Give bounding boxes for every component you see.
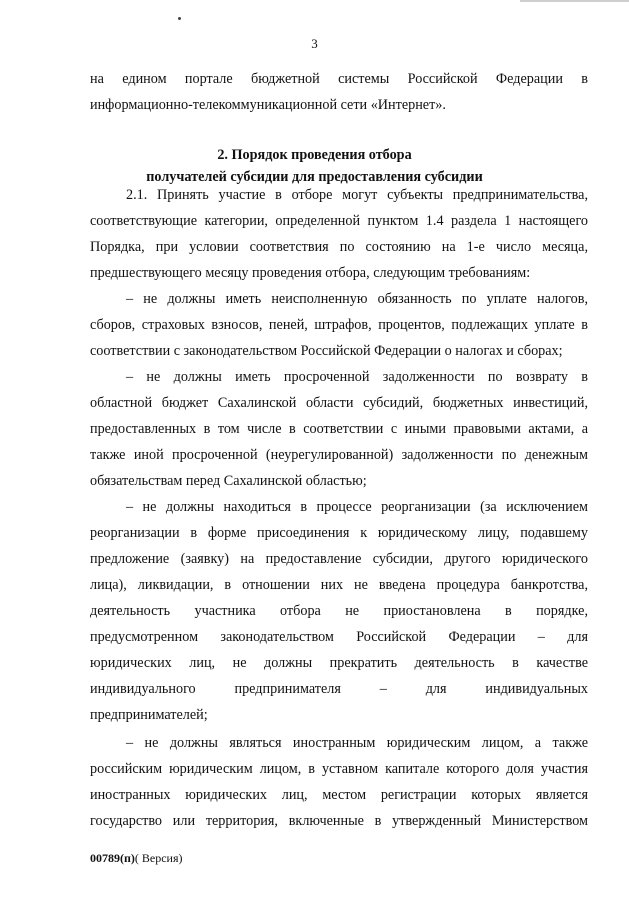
text-line: предшествующего месяцу проведения отбора, следующим требованиям: — [90, 265, 531, 281]
text-line: иностранных юридических лиц, местом регистрации которых является — [90, 787, 588, 803]
document-version: ( Версия) — [134, 851, 183, 865]
text-line: юридических лиц, не должны прекратить деятельность в качестве — [90, 655, 588, 671]
section-subheading: получателей субсидии для предоставления субсидии — [146, 169, 483, 185]
text-line: индивидуального предпринимателя – для индивидуальных — [90, 681, 588, 697]
text-line: предложение (заявку) на предоставление субсидии, другого юридического — [90, 551, 588, 567]
text-line: соответствии с законодательством Российской Федерации о налогах и сборах; — [90, 343, 563, 359]
text-line: на едином портале бюджетной системы Российской Федерации в — [90, 71, 588, 87]
list-item-line: – не должны иметь неисполненную обязанность по уплате налогов, — [126, 291, 588, 307]
text-line: сборов, страховых взносов, пеней, штрафов, процентов, подлежащих уплате в — [90, 317, 588, 333]
text-line: предоставленных в том числе в соответствии с иными правовыми актами, а — [90, 421, 588, 437]
page-number: 3 — [311, 36, 318, 51]
text-line: реорганизации в форме присоединения к юридическому лицу, подавшему — [90, 525, 588, 541]
list-item-line: – не должны находиться в процессе реорганизации (за исключением — [126, 499, 588, 515]
text-line: 2.1. Принять участие в отборе могут субъекты предпринимательства, — [126, 187, 588, 203]
text-line: Порядка, при условии соответствия по состоянию на 1-е число месяца, — [90, 239, 588, 255]
text-line: предусмотренном законодательством Российской Федерации – для — [90, 629, 588, 645]
text-line: обязательствам перед Сахалинской областью; — [90, 473, 367, 489]
text-line: информационно-телекоммуникационной сети «Интернет». — [90, 97, 446, 113]
text-line: деятельность участника отбора не приостановлена в порядке, — [90, 603, 588, 619]
section-heading: 2. Порядок проведения отбора — [217, 147, 412, 163]
scan-dot — [178, 17, 181, 20]
document-footer — [90, 850, 183, 866]
document-code: 00789(п) — [90, 851, 135, 865]
list-item-line: – не должны являться иностранным юридическим лицом, а также — [126, 735, 588, 751]
text-line: областной бюджет Сахалинской области субсидий, бюджетных инвестиций, — [90, 395, 588, 411]
scan-edge — [520, 0, 629, 2]
text-line: соответствующие категории, определенной пунктом 1.4 раздела 1 настоящего — [90, 213, 588, 229]
list-item-line: – не должны иметь просроченной задолженности по возврату в — [126, 369, 588, 385]
text-line: также иной просроченной (неурегулированной) задолженности по денежным — [90, 447, 588, 463]
text-line: лица), ликвидации, в отношении них не введена процедура банкротства, — [90, 577, 588, 593]
text-line: государство или территория, включенные в утвержденный Министерством — [90, 813, 588, 829]
text-line: предпринимателей; — [90, 707, 208, 723]
text-line: российским юридическим лицом, в уставном капитале которого доля участия — [90, 761, 588, 777]
